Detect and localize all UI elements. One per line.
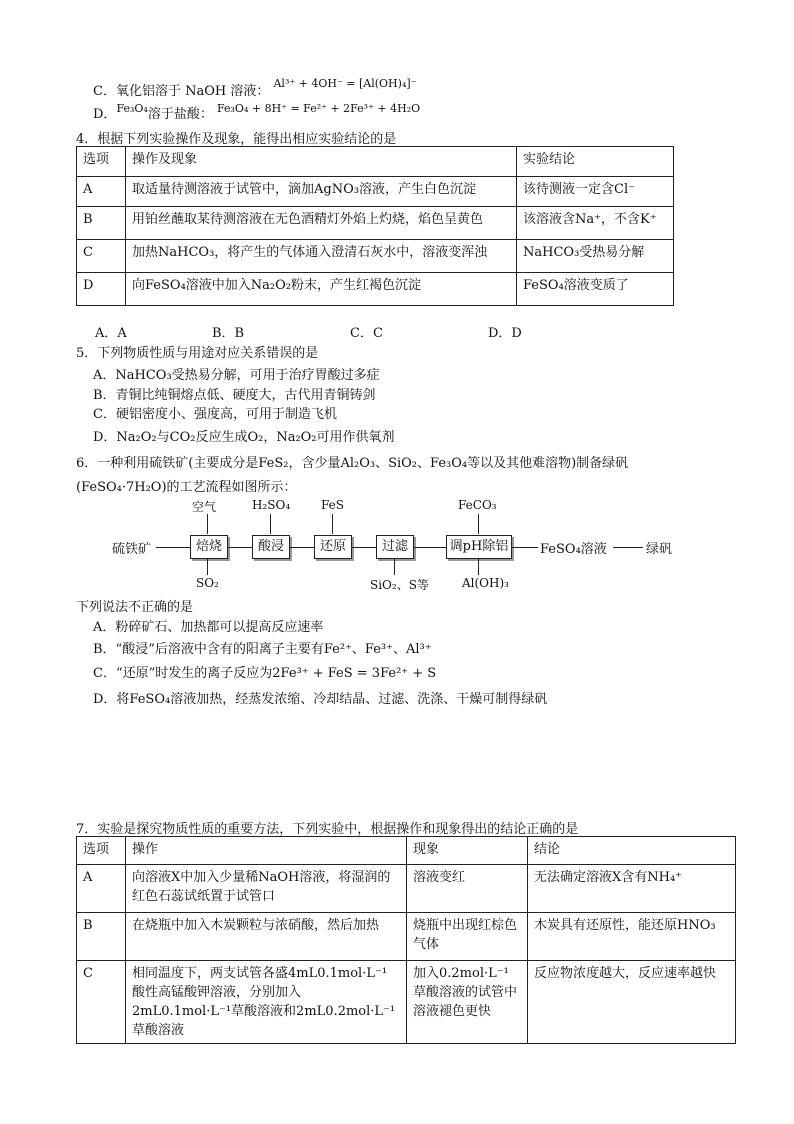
flow-input-fes: FeS (321, 498, 344, 512)
arrow (228, 547, 252, 548)
q4-row-c-option: C (77, 240, 126, 273)
q4-table (76, 146, 674, 306)
q4-choice-c: C．C (350, 326, 383, 341)
arrow (207, 559, 208, 575)
q7-row-c-conclusion: 反应物浓度越大，反应速率越快 (528, 961, 736, 1044)
flow-product-final: 绿矾 (646, 542, 673, 557)
q7-row-b-phenomenon: 烧瓶中出现红棕色气体 (407, 913, 528, 961)
q4-row-b-conclusion: 该溶液含Na⁺，不含K⁺ (517, 207, 674, 240)
arrow (613, 547, 643, 548)
flow-step-filtration: 过滤 (376, 535, 414, 559)
q4-row-a-conclusion: 该待测液一定含Cl⁻ (517, 177, 674, 207)
q7-stem: 7．实验是探究物质性质的重要方法，下列实验中，根据操作和现象得出的结论正确的是 (76, 822, 579, 837)
arrow (207, 514, 208, 534)
q3-option-d-chem: Fe₃O₄ (116, 102, 148, 115)
q5-stem: 5．下列物质性质与用途对应关系错误的是 (76, 346, 319, 361)
q5-option-c: C．硬铝密度小、强度高，可用于制造飞机 (93, 407, 337, 422)
q7-row-c-operation: 相同温度下，两支试管各盛4mL0.1mol·L⁻¹酸性高锰酸钾溶液，分别加入2mL0.1mol·L⁻¹草酸溶液和2mL0.2mol·L⁻¹草酸溶液 (126, 961, 407, 1044)
flow-input-h2so4: H₂SO₄ (252, 498, 291, 512)
flow-product-solution: FeSO₄溶液 (540, 542, 607, 557)
flow-input-feco3: FeCO₃ (458, 498, 497, 512)
arrow (394, 559, 395, 575)
arrow (270, 514, 271, 534)
table-header-row (77, 837, 736, 865)
arrow (156, 547, 190, 548)
table-row (77, 207, 674, 240)
arrow (512, 547, 538, 548)
flow-output-aloh3: Al(OH)₃ (462, 576, 509, 590)
q6-stem-line1: 6．一种利用硫铁矿(主要成分是FeS₂，含少量Al₂O₃、SiO₂、Fe₃O₄等以及其他难溶物)制备绿矾 (76, 456, 629, 471)
q5-option-b: B．青铜比纯铜熔点低、硬度大，古代用青铜铸剑 (93, 388, 376, 403)
table-header-row (77, 147, 674, 177)
flow-output-so2: SO₂ (196, 576, 219, 590)
flow-output-sio2: SiO₂、S等 (370, 578, 429, 592)
q7-table (76, 836, 736, 1044)
q6-question: 下列说法不正确的是 (76, 600, 194, 615)
q7-header-option: 选项 (77, 837, 126, 865)
arrow (478, 514, 479, 534)
q4-row-a-option: A (77, 177, 126, 207)
flow-step-roasting: 焙烧 (190, 535, 228, 559)
q4-row-a-operation: 取适量待测溶液于试管中，滴加AgNO₃溶液，产生白色沉淀 (126, 177, 517, 207)
table-row (77, 177, 674, 207)
q4-choice-a: A．A (95, 326, 127, 341)
q7-row-b-operation: 在烧瓶中加入木炭颗粒与浓硝酸，然后加热 (126, 913, 407, 961)
arrow (352, 547, 376, 548)
flow-step-reduction: 还原 (314, 535, 352, 559)
flow-start-label: 硫铁矿 (112, 542, 152, 557)
q4-row-c-conclusion: NaHCO₃受热易分解 (517, 240, 674, 273)
q4-choice-d: D．D (488, 326, 522, 341)
q7-row-b-option: B (77, 913, 126, 961)
q3-option-d-prefix: D． (93, 107, 117, 122)
q3-option-c (93, 77, 417, 99)
q4-row-b-operation: 用铂丝蘸取某待测溶液在无色酒精灯外焰上灼烧，焰色呈黄色 (126, 207, 517, 240)
q4-choice-b: B．B (212, 326, 245, 341)
arrow (332, 514, 333, 534)
q4-row-d-conclusion: FeSO₄溶液变质了 (517, 273, 674, 306)
q7-header-phenomenon: 现象 (407, 837, 528, 865)
q4-row-d-operation: 向FeSO₄溶液中加入Na₂O₂粉末，产生红褐色沉淀 (126, 273, 517, 306)
q7-row-b-conclusion: 木炭具有还原性，能还原HNO₃ (528, 913, 736, 961)
q7-row-a-option: A (77, 865, 126, 913)
q7-row-a-operation: 向溶液X中加入少量稀NaOH溶液，将湿润的红色石蕊试纸置于试管口 (126, 865, 407, 913)
table-row (77, 273, 674, 306)
q3-option-d-formula: Fe₃O₄ + 8H⁺ = Fe²⁺ + 2Fe³⁺ + 4H₂O (216, 102, 421, 115)
q4-header-operation: 操作及现象 (126, 147, 517, 177)
table-row (77, 961, 736, 1044)
arrow (414, 547, 446, 548)
arrow (478, 559, 479, 575)
q4-row-c-operation: 加热NaHCO₃，将产生的气体通入澄清石灰水中，溶液变浑浊 (126, 240, 517, 273)
q3-option-c-formula: Al³⁺ + 4OH⁻ = [Al(OH)₄]⁻ (273, 77, 417, 90)
q7-row-c-option: C (77, 961, 126, 1044)
q7-row-a-conclusion: 无法确定溶液X含有NH₄⁺ (528, 865, 736, 913)
arrow (290, 547, 314, 548)
q3-option-d (93, 103, 420, 122)
q3-option-d-text: 溶于盐酸： (147, 107, 213, 122)
q7-header-conclusion: 结论 (528, 837, 736, 865)
q4-row-b-option: B (77, 207, 126, 240)
q7-header-operation: 操作 (126, 837, 407, 865)
q4-row-d-option: D (77, 273, 126, 306)
flow-step-acid-leach: 酸浸 (252, 535, 290, 559)
q7-row-a-phenomenon: 溶液变红 (407, 865, 528, 913)
q7-row-c-phenomenon: 加入0.2mol·L⁻¹草酸溶液的试管中溶液褪色更快 (407, 961, 528, 1044)
q3-option-c-text: C．氧化铝溶于 NaOH 溶液： (93, 84, 270, 99)
table-row (77, 240, 674, 273)
table-row (77, 865, 736, 913)
q6-option-b: B．“酸浸”后溶液中含有的阳离子主要有Fe²⁺、Fe³⁺、Al³⁺ (93, 642, 432, 657)
q4-header-conclusion: 实验结论 (517, 147, 674, 177)
flow-step-ph-adjust: 调pH除铝 (446, 535, 512, 559)
q6-option-c: C．“还原”时发生的离子反应为2Fe³⁺ + FeS = 3Fe²⁺ + S (93, 666, 437, 681)
q5-option-d: D．Na₂O₂与CO₂反应生成O₂，Na₂O₂可用作供氧剂 (93, 430, 395, 445)
q6-option-d: D．将FeSO₄溶液加热，经蒸发浓缩、冷却结晶、过滤、洗涤、干燥可制得绿矾 (93, 692, 548, 707)
q4-stem: 4．根据下列实验操作及现象，能得出相应实验结论的是 (76, 132, 397, 147)
q6-stem-line2: (FeSO₄·7H₂O)的工艺流程如图所示： (76, 480, 297, 495)
flow-input-air: 空气 (192, 500, 217, 514)
table-row (77, 913, 736, 961)
q4-header-option: 选项 (77, 147, 126, 177)
q6-option-a: A．粉碎矿石、加热都可以提高反应速率 (93, 620, 324, 635)
q5-option-a: A．NaHCO₃受热易分解，可用于治疗胃酸过多症 (93, 368, 380, 383)
